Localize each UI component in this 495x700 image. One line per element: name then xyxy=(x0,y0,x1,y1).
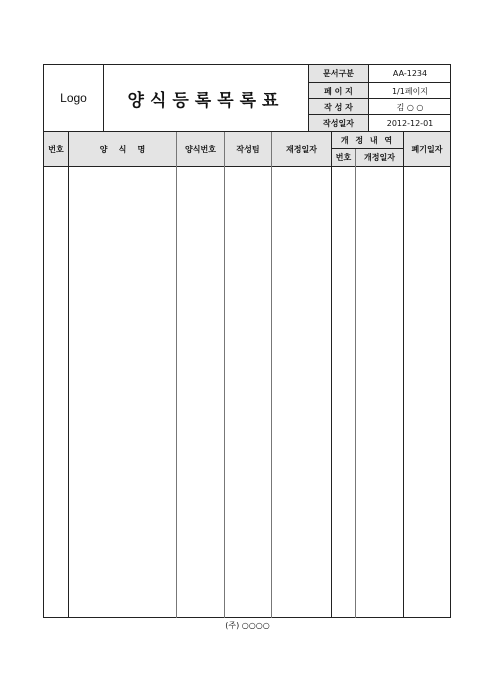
column-rule xyxy=(176,132,177,618)
column-rule xyxy=(68,132,69,618)
company-footer: (주) ○○○○ xyxy=(225,621,270,630)
column-header-revision-history: 개 정 내 역 xyxy=(332,132,403,148)
column-header-abolish-date: 폐기일자 xyxy=(404,132,450,166)
meta-value: 김 ○ ○ xyxy=(396,102,424,112)
column-header-no: 번호 xyxy=(44,132,68,166)
meta-label: 문서구분 xyxy=(309,65,369,82)
divider xyxy=(332,148,403,149)
meta-row-page xyxy=(309,82,451,99)
document-header xyxy=(44,65,450,131)
document-title: 양식등록목록표 xyxy=(127,90,285,111)
column-rule xyxy=(224,132,225,618)
logo-placeholder: Logo xyxy=(44,65,104,131)
column-header-revision-date: 개정일자 xyxy=(356,149,403,166)
column-rule xyxy=(403,132,404,618)
meta-row-doc-type xyxy=(309,65,451,82)
form-registry-document xyxy=(43,64,451,618)
column-rule xyxy=(355,149,356,618)
document-meta xyxy=(308,65,450,131)
meta-label: 작성일자 xyxy=(309,115,369,131)
meta-value: 2012-12-01 xyxy=(386,118,434,128)
meta-value: AA-1234 xyxy=(392,69,428,78)
column-rule xyxy=(331,132,332,618)
meta-row-date xyxy=(309,114,451,131)
meta-label: 페 이 지 xyxy=(309,83,369,99)
column-header-form-number: 양식번호 xyxy=(177,132,224,166)
column-header-enact-date: 재정일자 xyxy=(272,132,331,166)
divider xyxy=(44,166,450,167)
column-rule xyxy=(271,132,272,618)
meta-row-author xyxy=(309,98,451,115)
column-header-team: 작성팀 xyxy=(225,132,271,166)
meta-label: 작 성 자 xyxy=(309,99,369,115)
column-header-revision-no: 번호 xyxy=(332,149,355,166)
meta-value: 1/1페이지 xyxy=(391,86,429,96)
column-header-form-name: 양 식 명 xyxy=(69,132,176,166)
